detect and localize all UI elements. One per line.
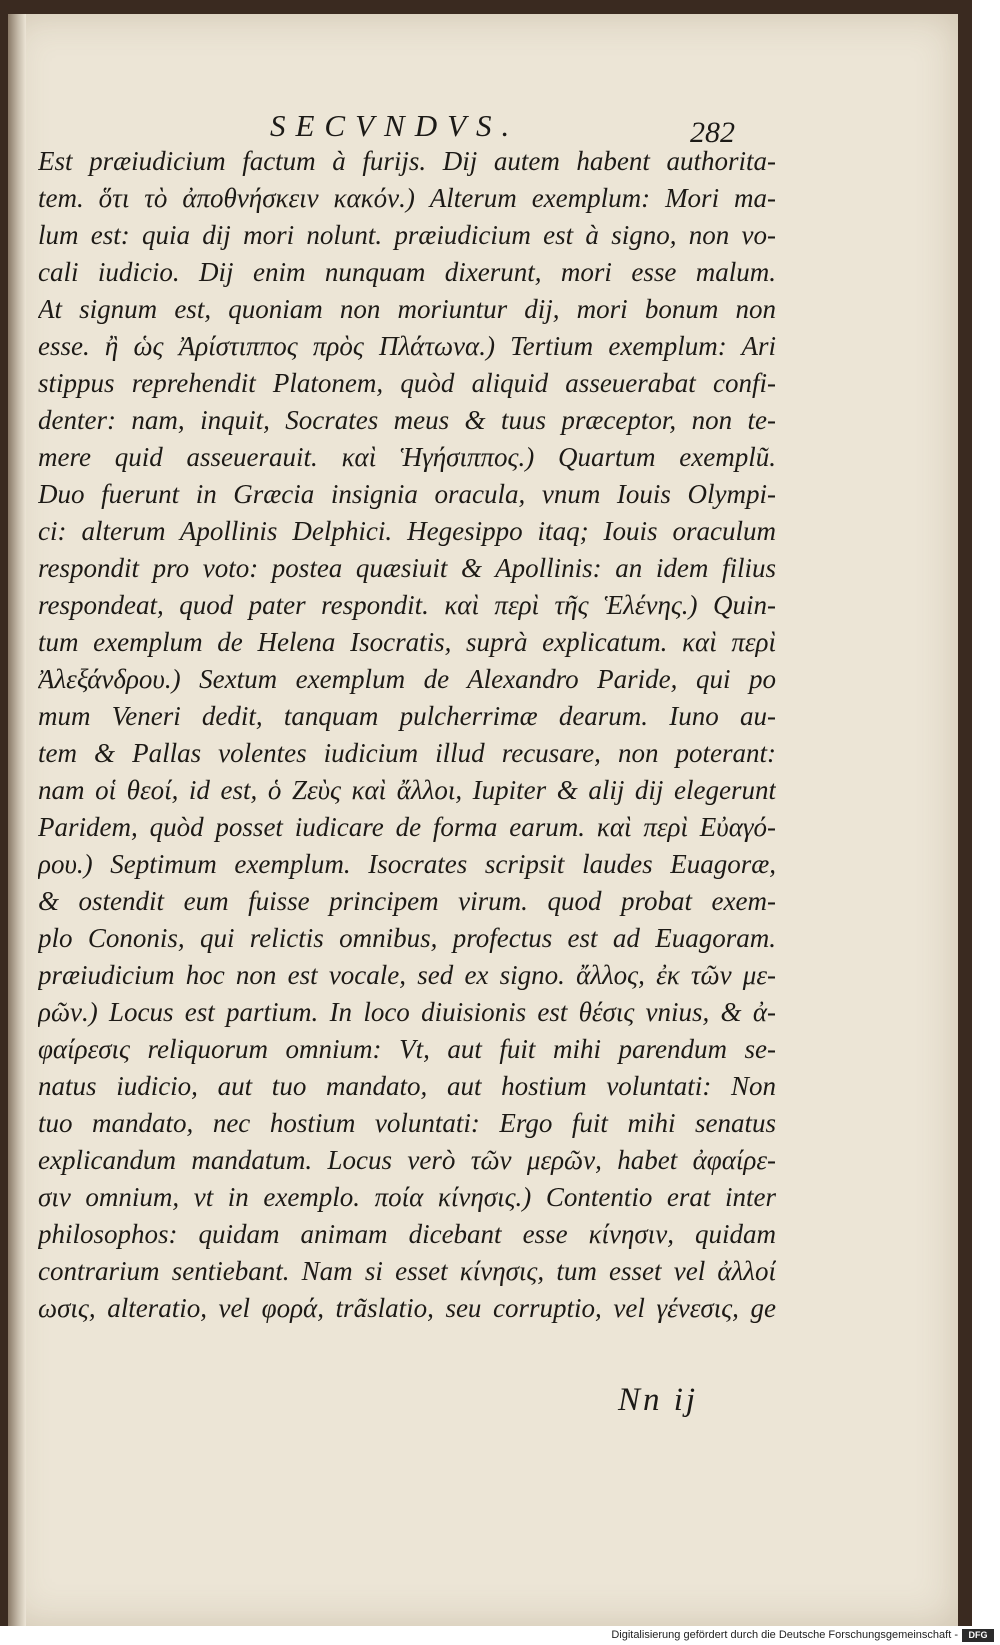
text-line: cali iudicio. Dij enim nunquam dixerunt, mori esse malum. [38, 257, 776, 287]
body-text [38, 143, 776, 1327]
text-line: Paridem, quòd posset iudicare de forma earum. καὶ περὶ Εὐαγό- [38, 812, 776, 842]
text-line: explicandum mandatum. Locus verò τῶν μερῶν, habet ἀφαίρε- [38, 1145, 776, 1175]
text-line: stippus reprehendit Platonem, quòd aliquid asseuerabat confi- [38, 368, 776, 398]
text-line: tem & Pallas volentes iudicium illud recusare, non poterant: [38, 738, 776, 768]
text-line: ωσις, alteratio, vel φορά, trãslatio, seu corruptio, vel γένεσις, ge [38, 1293, 776, 1323]
signature-mark: Nn ij [618, 1382, 699, 1418]
text-line: Duo fuerunt in Græcia insignia oracula, vnum Iouis Olympi- [38, 479, 776, 509]
text-line: lum est: quia dij mori nolunt. præiudicium est à signo, non vo- [38, 220, 776, 250]
text-line: Ἀλεξάνδρου.) Sextum exemplum de Alexandro Paride, qui po [38, 664, 776, 694]
text-line: ρῶν.) Locus est partium. In loco diuisionis est θέσις vnius, & ἀ- [38, 997, 776, 1027]
text-line: tum exemplum de Helena Isocratis, suprà explicatum. καὶ περὶ [38, 627, 776, 657]
digitization-credit: Digitalisierung gefördert durch die Deutsche Forschungsgemeinschaft - [611, 1629, 958, 1641]
text-line: tem. ὅτι τὸ ἀποθνήσκειν κακόν.) Alterum exemplum: Mori ma- [38, 183, 776, 213]
text-line: respondit pro voto: postea quæsiuit & Apollinis: an idem filius [38, 553, 776, 583]
text-line: mum Veneri dedit, tanquam pulcherrimæ dearum. Iuno au- [38, 701, 776, 731]
text-line: natus iudicio, aut tuo mandato, aut hostium voluntati: Non [38, 1071, 776, 1101]
text-line: mere quid asseuerauit. καὶ Ἡγήσιππος.) Quartum exemplũ. [38, 442, 776, 472]
text-line: At signum est, quoniam non moriuntur dij, mori bonum non [38, 294, 776, 324]
text-line: & ostendit eum fuisse principem virum. quod probat exem- [38, 886, 776, 916]
text-line: ρου.) Septimum exemplum. Isocrates scripsit laudes Euagoræ, [38, 849, 776, 879]
text-line: præiudicium hoc non est vocale, sed ex signo. ἄλλος, ἐκ τῶν με- [38, 960, 776, 990]
page-number: 282 [690, 116, 735, 149]
text-line: ci: alterum Apollinis Delphici. Hegesippo itaq; Iouis oraculum [38, 516, 776, 546]
binding-edge [8, 14, 26, 1626]
text-line: respondeat, quod pater respondit. καὶ περὶ τῆς Ἑλένης.) Quin- [38, 590, 776, 620]
text-line: Est præiudicium factum à furijs. Dij autem habent authorita- [38, 146, 776, 176]
dfg-logo: DFG [962, 1629, 994, 1642]
text-line: denter: nam, inquit, Socrates meus & tuus præceptor, non te- [38, 405, 776, 435]
text-line: σιν omnium, vt in exemplo. ποία κίνησις.) Contentio erat inter [38, 1182, 776, 1212]
text-line: φαίρεσις reliquorum omnium: Vt, aut fuit mihi parendum se- [38, 1034, 776, 1064]
text-line: philosophos: quidam animam dicebant esse κίνησιν, quidam [38, 1219, 776, 1249]
text-line: esse. ἢ ὡς Ἀρίστιππος πρὸς Πλάτωνα.) Tertium exemplum: Ari [38, 331, 776, 361]
text-line: nam οἱ θεοί, id est, ὁ Ζεὺς καὶ ἄλλοι, Iupiter & alij dij elegerunt [38, 775, 776, 805]
text-line: contrarium sentiebant. Nam si esset κίνησις, tum esset vel ἀλλοί [38, 1256, 776, 1286]
text-line: tuo mandato, nec hostium voluntati: Ergo fuit mihi senatus [38, 1108, 776, 1138]
text-line: plo Cononis, qui relictis omnibus, profectus est ad Euagoram. [38, 923, 776, 953]
running-head: SECVNDVS. [270, 108, 520, 143]
